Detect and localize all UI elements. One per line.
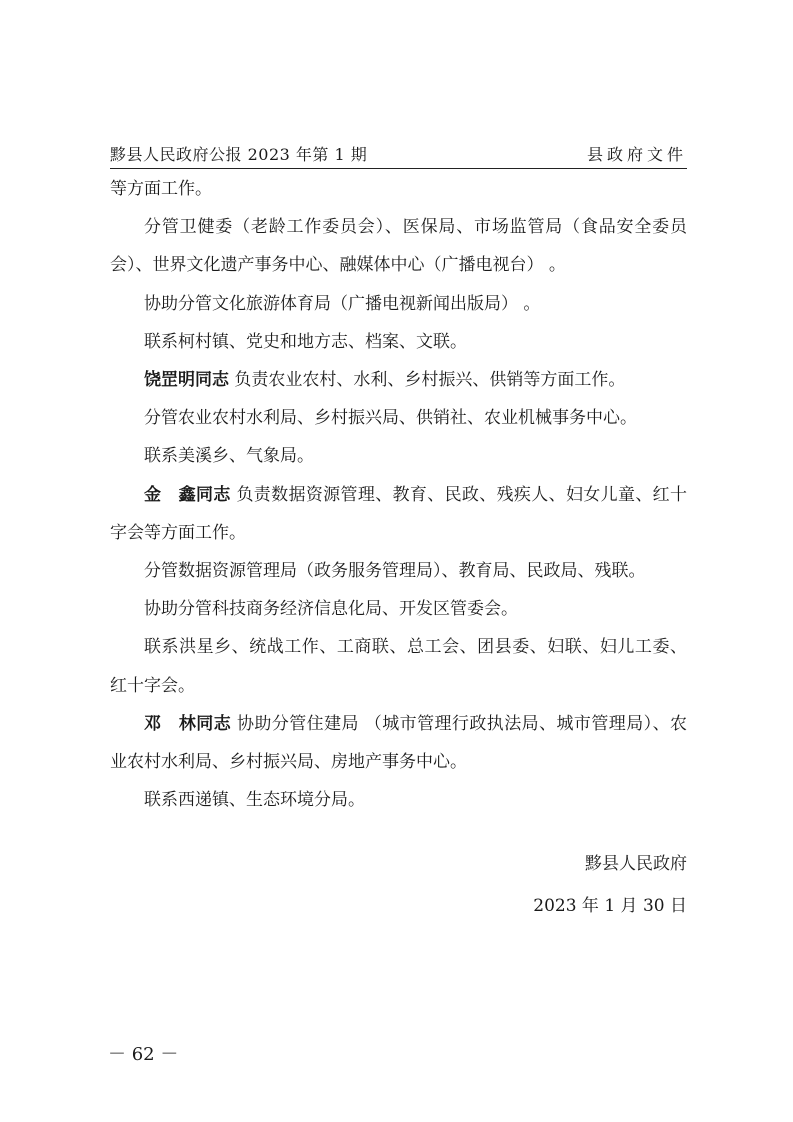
signature-block — [533, 843, 687, 927]
paragraph-official — [110, 361, 687, 399]
paragraph-duties: 分管数据资源管理局（政务服务管理局）、教育局、民政局、残联。 — [144, 561, 646, 582]
paragraph-official — [110, 476, 687, 552]
page-header — [110, 142, 687, 166]
paragraph-continuation: 等方面工作。 — [110, 179, 212, 199]
header-divider — [110, 168, 687, 169]
paragraph-assist: 协助分管科技商务经济信息化局、开发区管委会。 — [144, 599, 518, 620]
official-duties: 协助分管住建局 （城市管理行政执法局、城市管理局）、农业农村水利局、乡村振兴局、房地产事务中心。 — [110, 713, 687, 773]
paragraph-liaison: 联系美溪乡、气象局。 — [144, 446, 314, 467]
paragraph-official — [110, 705, 687, 781]
page-number: － 62 － — [108, 1044, 179, 1065]
bulletin-title: 黟县人民政府公报 2023 年第 1 期 — [110, 145, 368, 164]
issuing-organization: 黟县人民政府 — [585, 854, 687, 874]
issue-date: 2023 年 1 月 30 日 — [533, 896, 687, 916]
document-body — [110, 170, 687, 819]
paragraph-assist: 协助分管文化旅游体育局（广播电视新闻出版局） 。 — [144, 293, 541, 314]
paragraph-liaison: 联系西递镇、生态环境分局。 — [144, 790, 365, 811]
official-name: 饶罡明同志 — [144, 370, 229, 391]
section-title: 县政府文件 — [586, 145, 687, 164]
paragraph-duties: 分管卫健委（老龄工作委员会）、医保局、市场监管局（食品安全委员会）、世界文化遗产事务中心、融媒体中心（广播电视台） 。 — [110, 217, 687, 276]
official-duties: 负责数据资源管理、教育、民政、残疾人、妇女儿童、红十字会等方面工作。 — [110, 484, 688, 543]
official-name: 金 鑫同志 — [144, 484, 231, 505]
paragraph-liaison: 联系柯村镇、党史和地方志、档案、文联。 — [144, 331, 467, 352]
official-duties: 负责农业农村、水利、乡村振兴、供销等方面工作。 — [229, 370, 626, 391]
official-name: 邓 林同志 — [144, 713, 232, 734]
paragraph-duties: 分管农业农村水利局、乡村振兴局、供销社、农业机械事务中心。 — [144, 408, 637, 429]
paragraph-liaison: 联系洪星乡、统战工作、工商联、总工会、团县委、妇联、妇儿工委、红十字会。 — [110, 637, 687, 696]
